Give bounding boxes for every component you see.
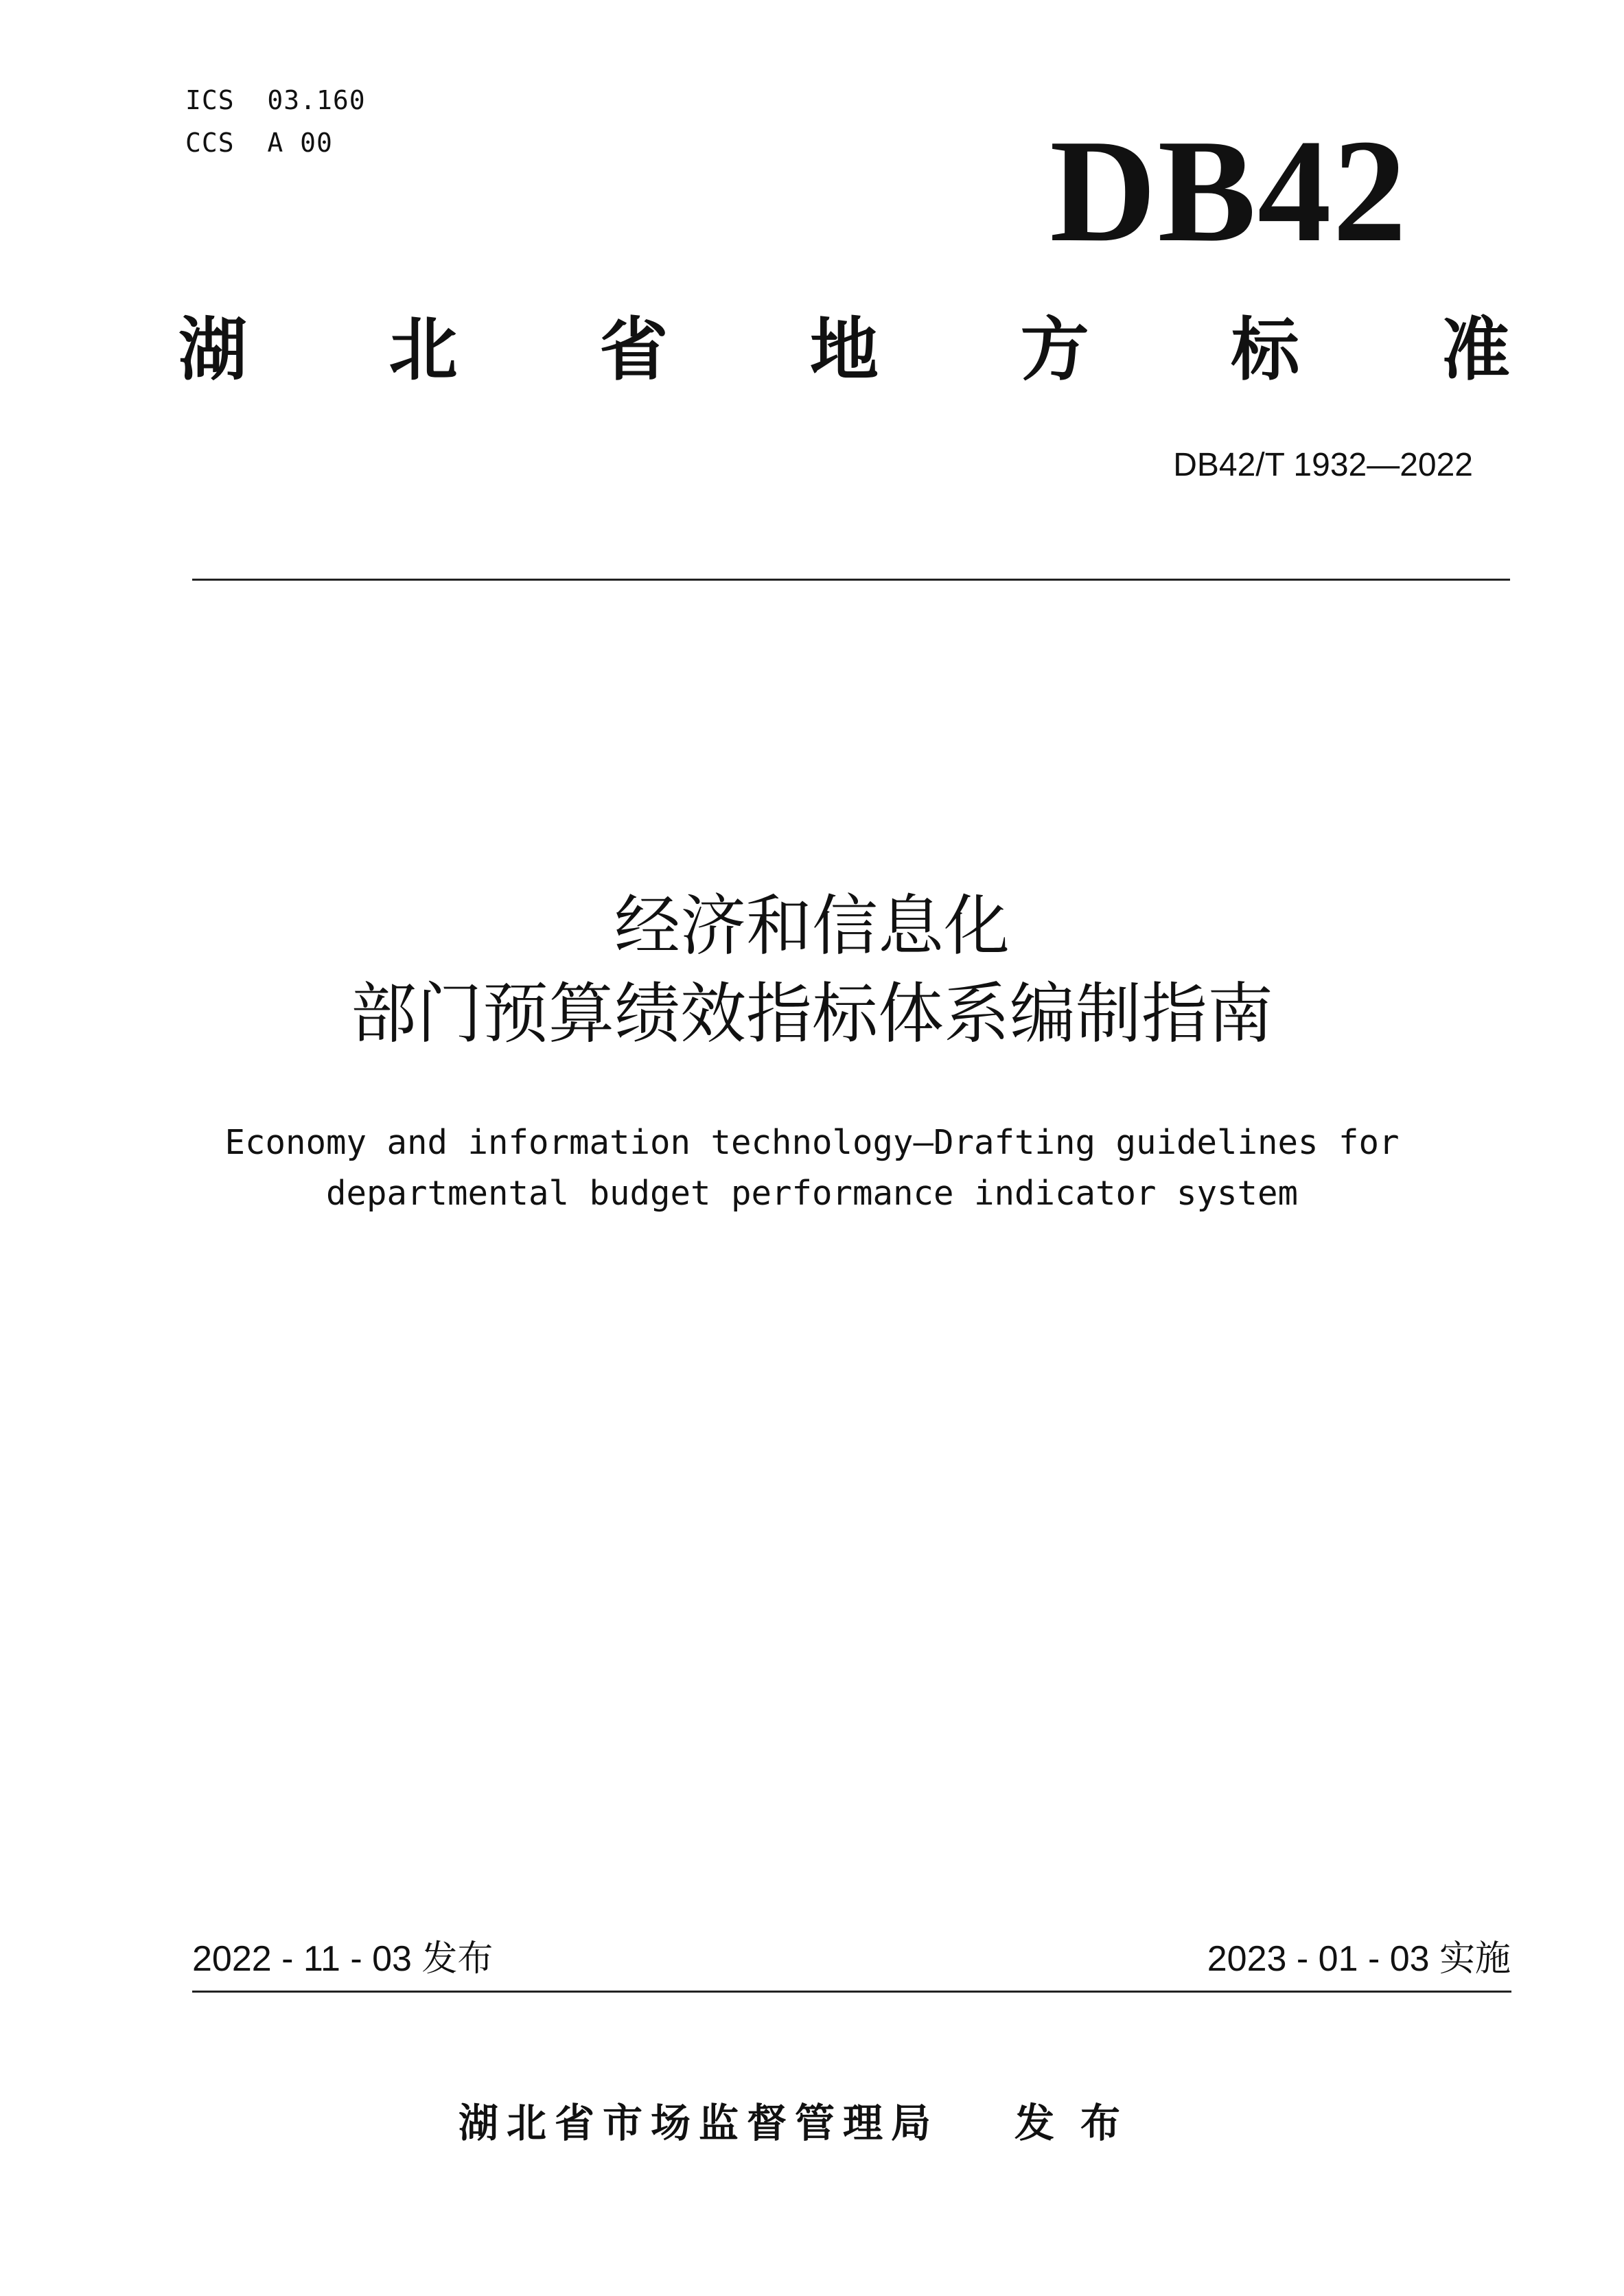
standard-type-char: 省	[599, 310, 669, 390]
standard-number: DB42/T 1932—2022	[1173, 447, 1473, 483]
classification-codes	[185, 79, 366, 164]
chinese-title-line-2: 部门预算绩效指标体系编制指南	[351, 975, 1273, 1052]
english-title-line-1: Economy and information technology—Drafting guidelines for	[224, 1123, 1400, 1162]
english-title-line-2: departmental budget performance indicator system	[325, 1174, 1299, 1213]
chinese-title-line-1: 经济和信息化	[614, 888, 1010, 964]
issuer-line	[459, 2097, 1146, 2149]
english-title	[0, 1117, 1624, 1219]
implementation-date: 2023 - 01 - 03 实施	[1207, 1939, 1511, 1979]
standard-type-char: 地	[809, 310, 879, 390]
ics-code: ICS 03.160	[185, 85, 366, 115]
standard-type-title	[178, 309, 1510, 391]
standard-mark: DB42	[1049, 108, 1408, 272]
standard-type-char: 方	[1020, 310, 1089, 390]
publish-date: 2022 - 11 - 03 发布	[192, 1939, 494, 1979]
standard-type-char: 标	[1231, 310, 1300, 390]
issuer-verb: 发布	[1014, 2100, 1147, 2146]
issuer-name: 湖北省市场监督管理局	[459, 2100, 940, 2146]
top-divider	[192, 579, 1510, 581]
bottom-divider	[192, 1991, 1511, 1993]
standard-type-char: 北	[388, 310, 458, 390]
ccs-code: CCS A 00	[185, 128, 333, 158]
standard-type-char: 湖	[178, 310, 247, 390]
chinese-title	[0, 882, 1624, 1058]
standard-type-char: 准	[1441, 310, 1510, 390]
